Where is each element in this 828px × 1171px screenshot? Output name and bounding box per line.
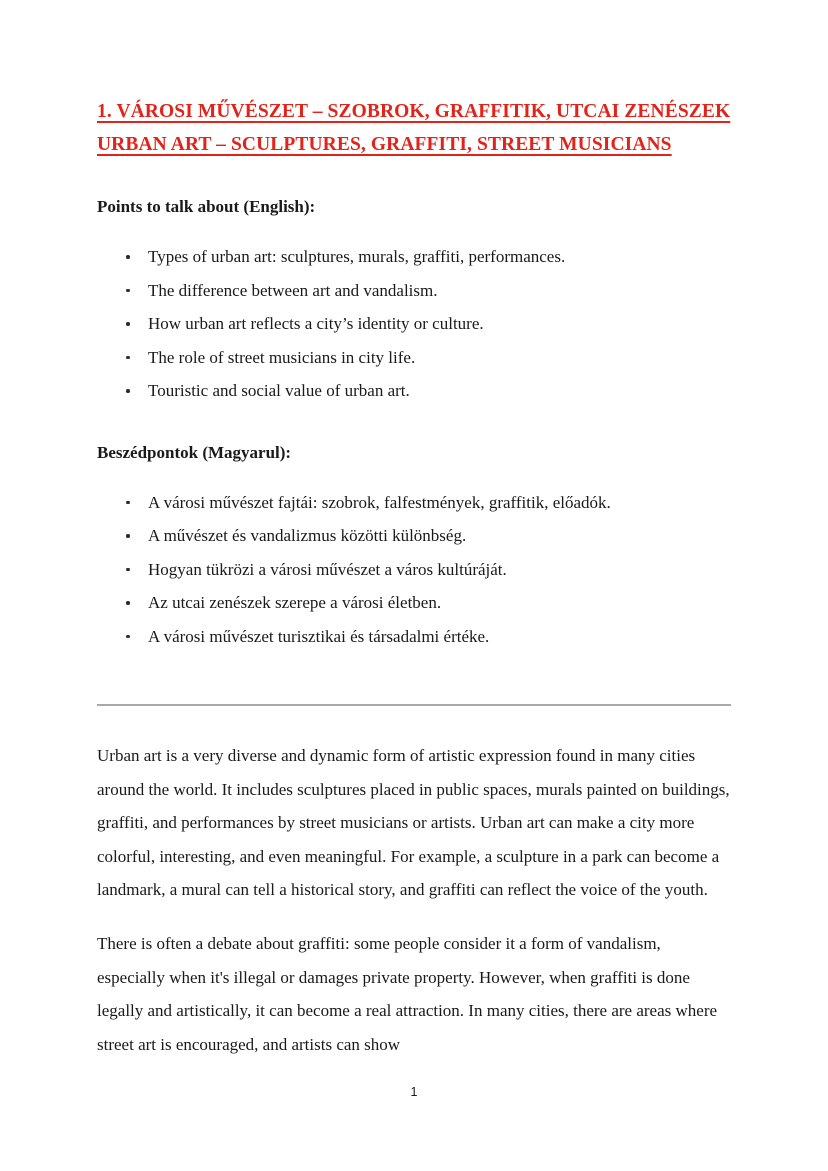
- list-item: Hogyan tükrözi a városi művészet a város kultúráját.: [97, 553, 731, 587]
- page-number: 1: [410, 1085, 418, 1099]
- list-item: Touristic and social value of urban art.: [97, 374, 731, 408]
- list-item: A művészet és vandalizmus közötti különbség.: [97, 519, 731, 553]
- heading-points-english: Points to talk about (English):: [97, 197, 316, 216]
- list-item: The difference between art and vandalism.: [97, 274, 731, 308]
- page-title-line-hungarian: 1. VÁROSI MŰVÉSZET – SZOBROK, GRAFFITIK, UTCAI ZENÉSZEK: [97, 101, 731, 122]
- heading-points-hungarian: Beszédpontok (Magyarul):: [97, 442, 292, 462]
- list-item: Az utcai zenészek szerepe a városi életben.: [97, 586, 731, 620]
- document-content: [97, 95, 731, 1061]
- list-item: Types of urban art: sculptures, murals, graffiti, performances.: [97, 240, 731, 274]
- list-item: A városi művészet turisztikai és társadalmi értéke.: [97, 620, 731, 654]
- page-title-line-english: URBAN ART – SCULPTURES, GRAFFITI, STREET MUSICIANS: [97, 134, 672, 155]
- list-item: How urban art reflects a city’s identity or culture.: [97, 307, 731, 341]
- body-paragraph: Urban art is a very diverse and dynamic form of artistic expression found in many cities around the world. It includes sculptures placed in public spaces, murals painted on buildings, graffiti, and performances by street musicians or artists. Urban art can make a city more colorful, interesting, and even meaningful. For example, a sculpture in a park can become a landmark, a mural can tell a historical story, and graffiti can reflect the voice of the youth.: [97, 746, 730, 900]
- body-paragraph: There is often a debate about graffiti: some people consider it a form of vandalism, especially when it's illegal or damages private property. However, when graffiti is done legally and artistically, it can become a real attraction. In many cities, there are areas where street art is encouraged, and artists can show: [97, 933, 718, 1054]
- list-item: The role of street musicians in city life.: [97, 341, 731, 375]
- list-item: A városi művészet fajtái: szobrok, falfestmények, graffitik, előadók.: [97, 486, 731, 520]
- bullet-list-english: [97, 240, 731, 408]
- bullet-list-hungarian: [97, 486, 731, 654]
- page-title: [97, 95, 731, 161]
- section-divider: [97, 704, 731, 706]
